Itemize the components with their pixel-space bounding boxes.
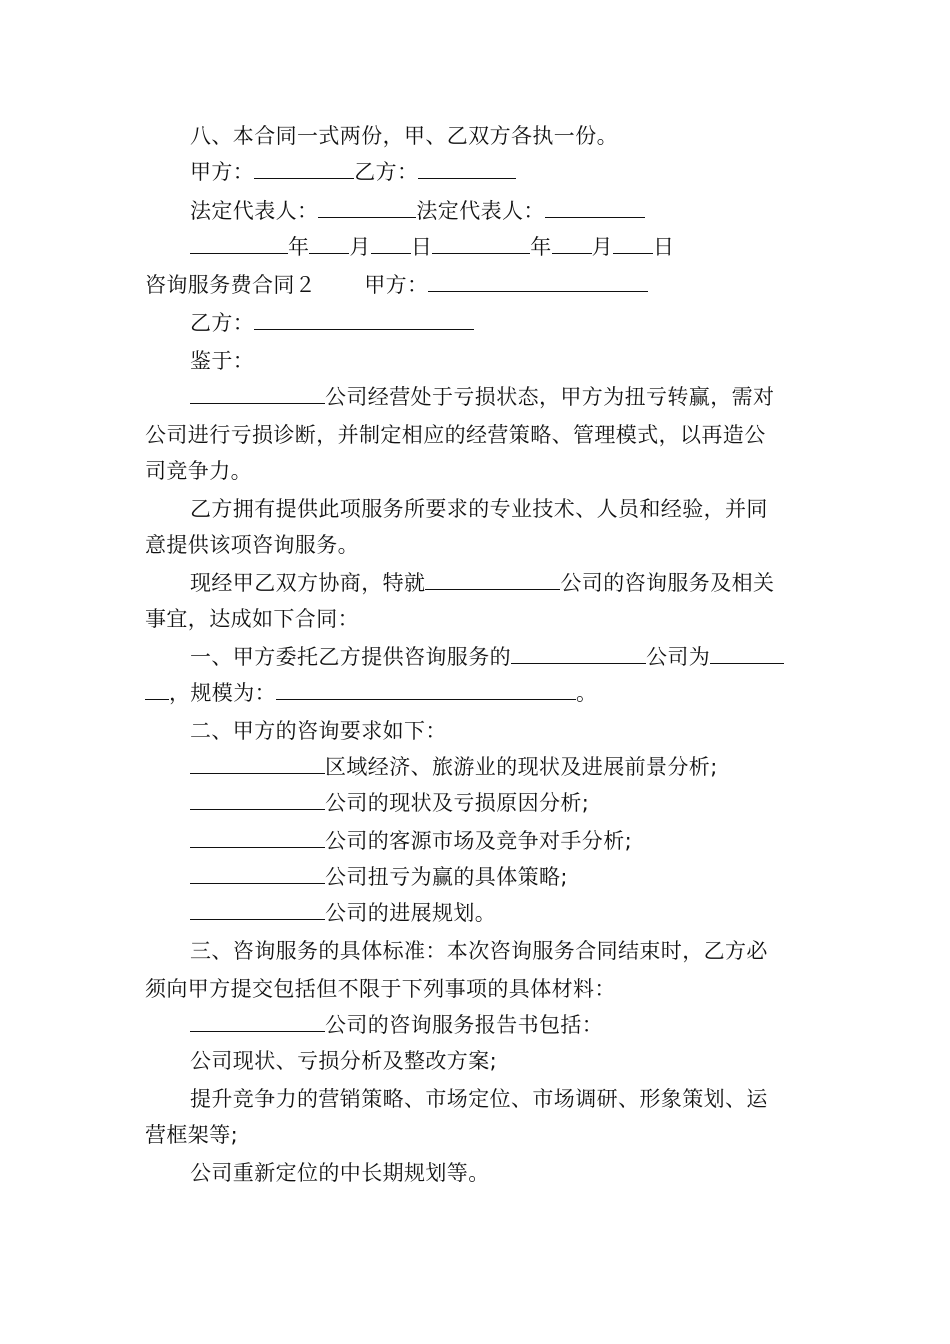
date-a-day: 日 (410, 235, 433, 259)
date-a-month: 月 (349, 235, 371, 259)
requirement-item-3 (190, 827, 810, 855)
rep-b-blank (545, 197, 645, 218)
rep-a-blank (318, 197, 416, 218)
loss-text-2: 公司进行亏损诊断，并制定相应的经营策略、管理模式，以再造公 (145, 423, 766, 447)
requirement-blank-1 (190, 753, 325, 774)
clause-one-mid: 公司为 (646, 645, 711, 669)
party-a-label: 甲方： (190, 160, 255, 184)
rep-b-label: 法定代表人： (416, 199, 545, 223)
date-b-month: 月 (591, 235, 614, 259)
clause-three-text-1: 三、咨询服务的具体标准：本次咨询服务合同结束时，乙方必 (190, 939, 768, 963)
legal-representative-line (190, 197, 810, 225)
deliverable-text-3: 公司重新定位的中长期规划等。 (190, 1161, 490, 1185)
deliverable-2-line-2 (145, 1121, 810, 1149)
paragraph-agreement-line-2 (145, 605, 810, 633)
requirement-text-3: 公司的客源市场及竞争对手分析; (325, 829, 633, 853)
capability-text-1: 乙方拥有提供此项服务所要求的专业技术、人员和经验，并同 (190, 497, 768, 521)
deliverable-3 (190, 1159, 810, 1187)
clause-one-line-2 (145, 679, 810, 707)
requirement-blank-5 (190, 899, 325, 920)
signature-parties-line (190, 158, 810, 186)
company-blank-1 (190, 383, 325, 404)
requirement-text-2: 公司的现状及亏损原因分析; (325, 791, 590, 815)
clause-three-line-2 (145, 975, 810, 1003)
date-b-day: 日 (653, 235, 675, 259)
requirement-blank-3 (190, 827, 325, 848)
agreement-text-2: 事宜，达成如下合同： (145, 607, 359, 631)
contract-title-line (145, 271, 810, 299)
company-type-blank-cont (145, 679, 169, 700)
title-party-a-label: 甲方： (364, 273, 429, 297)
whereas-text: 鉴于： (190, 349, 255, 373)
whereas-heading (190, 347, 810, 375)
deliverable-text-2b: 营框架等; (145, 1123, 239, 1147)
loss-text-1: 公司经营处于亏损状态，甲方为扭亏转赢，需对 (325, 385, 775, 409)
date-b-month-blank (552, 233, 592, 254)
clause-one-pre: 一、甲方委托乙方提供咨询服务的 (190, 645, 511, 669)
scale-blank (276, 679, 576, 700)
party-b-blank (418, 158, 516, 179)
requirement-item-5 (190, 899, 810, 927)
scale-end: 。 (576, 681, 598, 705)
paragraph-capability-line-2 (145, 531, 810, 559)
requirement-item-2 (190, 789, 810, 817)
clause-three-text-2: 须向甲方提交包括但不限于下列事项的具体材料： (145, 977, 616, 1001)
requirement-text-4: 公司扭亏为赢的具体策略; (325, 865, 568, 889)
date-b-day-blank (613, 233, 653, 254)
scale-label: ，规模为： (169, 681, 276, 705)
party-b-label: 乙方： (354, 160, 419, 184)
company-blank-3 (511, 643, 646, 664)
capability-text-2: 意提供该项咨询服务。 (145, 533, 359, 557)
clause-two-heading (190, 717, 810, 745)
report-text: 公司的咨询服务报告书包括： (325, 1013, 604, 1037)
agreement-pre: 现经甲乙双方协商，特就 (190, 571, 426, 595)
report-company-blank (190, 1011, 325, 1032)
party-b-blank-2 (254, 309, 474, 330)
date-a-day-blank (371, 233, 411, 254)
report-line (190, 1011, 810, 1039)
paragraph-capability-line-1 (190, 495, 810, 523)
deliverable-1 (190, 1047, 810, 1075)
company-type-blank (710, 643, 784, 664)
requirement-blank-4 (190, 863, 325, 884)
rep-a-label: 法定代表人： (190, 199, 319, 223)
agreement-post: 公司的咨询服务及相关 (560, 571, 775, 595)
party-b-line (190, 309, 810, 337)
clause-three-line-1 (190, 937, 810, 965)
paragraph-loss-line-2 (145, 421, 810, 449)
contract-title: 咨询服务费合同２ (145, 273, 317, 297)
requirement-blank-2 (190, 789, 325, 810)
party-b-label-2: 乙方： (190, 311, 255, 335)
clause-two-text: 二、甲方的咨询要求如下： (190, 719, 447, 743)
clause-eight (190, 122, 810, 150)
date-a-year-blank (190, 233, 288, 254)
date-a-month-blank (309, 233, 349, 254)
requirement-item-1 (190, 753, 810, 781)
clause-one-line-1 (190, 643, 810, 671)
loss-text-3: 司竞争力。 (145, 459, 252, 483)
requirement-text-5: 公司的进展规划。 (325, 901, 497, 925)
clause-eight-text: 八、本合同一式两份，甲、乙双方各执一份。 (190, 124, 618, 148)
date-line (190, 233, 810, 261)
date-a-year: 年 (288, 235, 310, 259)
requirement-item-4 (190, 863, 810, 891)
date-b-year: 年 (530, 235, 552, 259)
date-b-year-blank (432, 233, 530, 254)
company-blank-2 (425, 569, 560, 590)
deliverable-text-1: 公司现状、亏损分析及整改方案; (190, 1049, 498, 1073)
deliverable-text-2a: 提升竞争力的营销策略、市场定位、市场调研、形象策划、运 (190, 1087, 768, 1111)
paragraph-loss-line-3 (145, 457, 810, 485)
paragraph-loss-line-1 (190, 383, 810, 411)
deliverable-2-line-1 (190, 1085, 810, 1113)
party-a-blank (254, 158, 354, 179)
paragraph-agreement-line-1 (190, 569, 810, 597)
title-party-a-blank (428, 271, 648, 292)
requirement-text-1: 区域经济、旅游业的现状及进展前景分析; (325, 755, 718, 779)
